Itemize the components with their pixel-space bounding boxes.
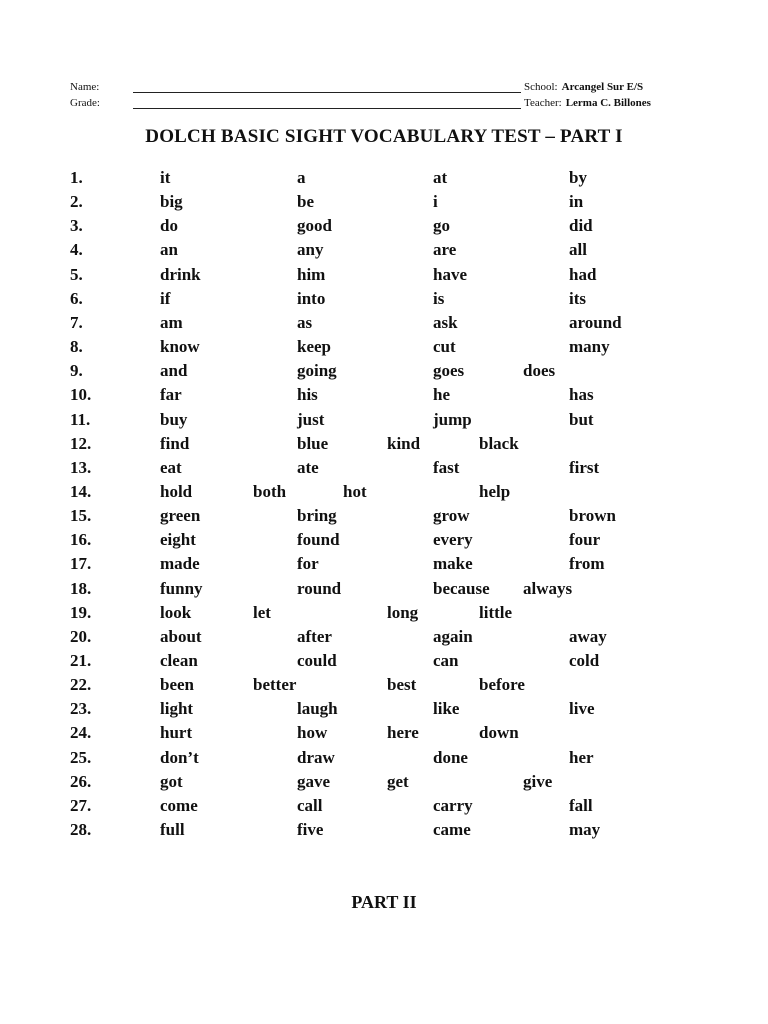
sight-word: its	[569, 288, 586, 308]
sight-word: be	[297, 192, 314, 212]
word-row	[0, 289, 768, 313]
row-number: 6.	[70, 288, 83, 308]
row-number: 2.	[70, 192, 83, 212]
row-number: 25.	[70, 747, 92, 767]
sight-word: down	[479, 723, 519, 743]
sight-word: are	[433, 240, 457, 260]
row-number: 10.	[70, 385, 92, 405]
word-row	[0, 506, 768, 530]
sight-word: eight	[160, 530, 196, 550]
word-row	[0, 168, 768, 192]
sight-word: into	[297, 288, 326, 308]
sight-word: has	[569, 385, 594, 405]
sight-word: before	[479, 675, 525, 695]
sight-word: make	[433, 554, 473, 574]
sight-word: help	[479, 481, 511, 501]
word-row	[0, 651, 768, 675]
row-number: 14.	[70, 481, 92, 501]
sight-word: an	[160, 240, 178, 260]
sight-word: blue	[297, 433, 329, 453]
grade-blank[interactable]	[133, 108, 521, 109]
sight-word: how	[297, 723, 328, 743]
row-number: 1.	[70, 168, 83, 187]
sight-word: five	[297, 820, 324, 839]
row-number: 27.	[70, 795, 92, 815]
sight-word: any	[297, 240, 324, 260]
word-row	[0, 313, 768, 337]
sight-word: i	[433, 192, 438, 212]
sight-word: been	[160, 675, 194, 695]
sight-word: gave	[297, 771, 331, 791]
word-row	[0, 434, 768, 458]
word-row	[0, 748, 768, 772]
sight-word: got	[160, 771, 183, 791]
school-field	[524, 80, 643, 94]
row-number: 21.	[70, 651, 92, 670]
word-row	[0, 554, 768, 578]
sight-word: four	[569, 530, 601, 550]
word-row	[0, 772, 768, 796]
word-row	[0, 482, 768, 506]
sight-word: carry	[433, 795, 473, 815]
sight-word: done	[433, 747, 468, 767]
word-row	[0, 410, 768, 434]
page-title: DOLCH BASIC SIGHT VOCABULARY TEST – PART I	[145, 126, 623, 147]
row-number: 4.	[70, 240, 83, 260]
row-number: 13.	[70, 457, 92, 477]
grade-label: Grade:	[70, 97, 100, 109]
sight-word: did	[569, 216, 593, 236]
sight-word: far	[160, 385, 182, 405]
sight-word: best	[387, 675, 417, 695]
grade-line	[70, 96, 710, 110]
sight-word: fast	[433, 457, 460, 477]
row-number: 5.	[70, 264, 83, 284]
row-number: 11.	[70, 409, 91, 429]
sight-word: hold	[160, 481, 193, 501]
part-two-title: PART II	[351, 892, 417, 912]
row-number: 23.	[70, 699, 92, 719]
sight-word: cold	[569, 651, 600, 670]
sight-word: away	[569, 626, 607, 646]
sight-word: good	[297, 216, 332, 236]
sight-word: if	[160, 288, 171, 308]
sight-word: light	[160, 699, 194, 719]
sight-word: live	[569, 699, 595, 719]
row-number: 24.	[70, 723, 92, 743]
sight-word: have	[433, 264, 467, 284]
sight-word: as	[297, 312, 313, 332]
sight-word: does	[523, 361, 556, 381]
school-value: Arcangel Sur E/S	[561, 81, 644, 93]
sight-word: bring	[297, 506, 337, 526]
sight-word: came	[433, 820, 471, 839]
word-row	[0, 530, 768, 554]
teacher-field	[524, 96, 651, 110]
row-number: 12.	[70, 433, 92, 453]
sight-word: find	[160, 433, 190, 453]
sight-word: black	[479, 433, 519, 453]
sight-word: give	[523, 771, 553, 791]
sight-word: both	[253, 481, 287, 501]
word-row	[0, 603, 768, 627]
sight-word: round	[297, 578, 342, 598]
sight-word: it	[160, 168, 171, 187]
sight-word: by	[569, 168, 587, 187]
row-number: 17.	[70, 554, 92, 574]
name-label: Name:	[70, 81, 100, 93]
word-row	[0, 699, 768, 723]
sight-word: goes	[433, 361, 465, 381]
sight-word: in	[569, 192, 584, 212]
sight-word: call	[297, 795, 323, 815]
word-row	[0, 361, 768, 385]
sight-word: ask	[433, 312, 458, 332]
sight-word: made	[160, 554, 200, 574]
sight-word: clean	[160, 651, 198, 670]
sight-word: draw	[297, 747, 335, 767]
word-row	[0, 240, 768, 264]
sight-word: about	[160, 626, 202, 646]
sight-word: buy	[160, 409, 188, 429]
sight-word: am	[160, 312, 183, 332]
sight-word: look	[160, 602, 192, 622]
sight-word: because	[433, 578, 490, 598]
sight-word: let	[253, 602, 271, 622]
sight-word: again	[433, 626, 473, 646]
sight-word: had	[569, 264, 597, 284]
word-row	[0, 627, 768, 651]
sight-word: from	[569, 554, 605, 574]
sight-word: could	[297, 651, 337, 670]
sight-word: grow	[433, 506, 470, 526]
sight-word: many	[569, 337, 610, 356]
row-number: 20.	[70, 626, 92, 646]
sight-word: full	[160, 820, 185, 839]
word-row	[0, 216, 768, 240]
name-blank[interactable]	[133, 92, 521, 93]
sight-word: go	[433, 216, 450, 236]
sight-word: come	[160, 795, 198, 815]
sight-word: for	[297, 554, 319, 574]
word-row	[0, 458, 768, 482]
sight-word: kind	[387, 433, 421, 453]
row-number: 7.	[70, 312, 83, 332]
sight-word: know	[160, 337, 200, 356]
sight-word: her	[569, 747, 594, 767]
sight-word: get	[387, 771, 409, 791]
sight-word: him	[297, 264, 326, 284]
word-row	[0, 820, 768, 844]
sight-word: ate	[297, 457, 319, 477]
row-number: 18.	[70, 578, 92, 598]
name-line	[70, 80, 710, 94]
sight-word: around	[569, 312, 622, 332]
sight-word: found	[297, 530, 340, 550]
row-number: 9.	[70, 361, 83, 381]
row-number: 28.	[70, 820, 92, 839]
sight-word: hurt	[160, 723, 193, 743]
sight-word: hot	[343, 481, 367, 501]
word-row	[0, 192, 768, 216]
sight-word: do	[160, 216, 178, 236]
word-row	[0, 337, 768, 361]
word-row	[0, 385, 768, 409]
sight-word: is	[433, 288, 445, 308]
sight-word: all	[569, 240, 587, 260]
sight-word: just	[297, 409, 325, 429]
row-number: 26.	[70, 771, 92, 791]
sight-word: a	[297, 168, 306, 187]
sight-word: and	[160, 361, 188, 381]
row-number: 8.	[70, 337, 83, 356]
teacher-value: Lerma C. Billones	[565, 97, 651, 109]
sight-word: always	[523, 578, 573, 598]
sight-word: laugh	[297, 699, 338, 719]
row-number: 19.	[70, 602, 92, 622]
sight-word: jump	[433, 409, 472, 429]
sight-word: first	[569, 457, 600, 477]
sight-word: long	[387, 602, 419, 622]
row-number: 16.	[70, 530, 92, 550]
sight-word: he	[433, 385, 450, 405]
sight-word: green	[160, 506, 201, 526]
teacher-label: Teacher:	[524, 97, 562, 109]
row-number: 3.	[70, 216, 83, 236]
sight-word: eat	[160, 457, 182, 477]
sight-word: every	[433, 530, 473, 550]
sight-word: brown	[569, 506, 616, 526]
sight-word: fall	[569, 795, 593, 815]
school-label: School:	[524, 81, 558, 93]
sight-word: but	[569, 409, 594, 429]
word-row	[0, 265, 768, 289]
sight-word: don’t	[160, 747, 199, 767]
sight-word: at	[433, 168, 448, 187]
word-row	[0, 675, 768, 699]
sight-word: little	[479, 602, 513, 622]
word-row	[0, 723, 768, 747]
sight-word: drink	[160, 264, 201, 284]
sight-word: his	[297, 385, 318, 405]
sight-word: going	[297, 361, 337, 381]
sight-word: big	[160, 192, 183, 212]
sight-word: keep	[297, 337, 331, 356]
row-number: 22.	[70, 675, 92, 695]
sight-word: like	[433, 699, 460, 719]
word-row	[0, 796, 768, 820]
sight-word: here	[387, 723, 419, 743]
sight-word: cut	[433, 337, 456, 356]
sight-word: after	[297, 626, 332, 646]
sight-word: funny	[160, 578, 203, 598]
sight-word: better	[253, 675, 297, 695]
row-number: 15.	[70, 506, 92, 526]
word-row	[0, 579, 768, 603]
sight-word: may	[569, 820, 601, 839]
sight-word: can	[433, 651, 459, 670]
